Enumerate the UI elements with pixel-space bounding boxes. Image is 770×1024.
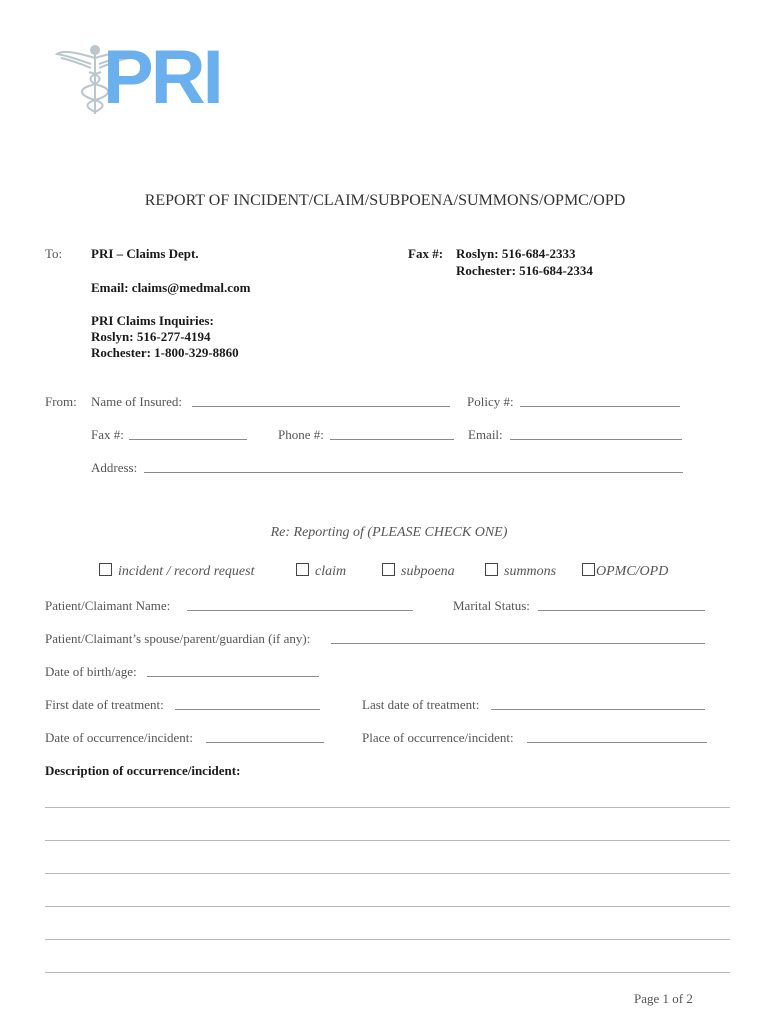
email-field[interactable] <box>510 439 682 440</box>
marital-label: Marital Status: <box>453 598 530 613</box>
fax-field[interactable] <box>129 439 247 440</box>
option-claim[interactable] <box>296 563 346 580</box>
inquiries-roslyn: Roslyn: 516-277-4194 <box>91 329 211 344</box>
claim-checkbox[interactable] <box>296 563 309 576</box>
option-opmc[interactable] <box>582 563 668 580</box>
spouse-field[interactable] <box>331 643 705 644</box>
place-occurrence-field[interactable] <box>527 742 707 743</box>
dob-label: Date of birth/age: <box>45 664 137 679</box>
patient-name-field[interactable] <box>187 610 413 611</box>
option-incident[interactable] <box>99 563 254 580</box>
fax-label: Fax #: <box>408 246 444 261</box>
phone-label: Phone #: <box>278 427 324 442</box>
option-summons-label: summons <box>504 564 557 579</box>
description-line[interactable] <box>45 873 730 874</box>
marital-field[interactable] <box>538 610 705 611</box>
fax-roslyn: Roslyn: 516-684-2333 <box>456 246 576 261</box>
description-line[interactable] <box>45 939 730 940</box>
inquiries-title: PRI Claims Inquiries: <box>91 313 214 328</box>
claims-email: Email: claims@medmal.com <box>91 280 251 295</box>
name-insured-label: Name of Insured: <box>91 394 182 409</box>
description-line[interactable] <box>45 807 730 808</box>
inquiries-rochester: Rochester: 1-800-329-8860 <box>91 345 239 360</box>
logo-text: PRI <box>103 35 221 120</box>
subpoena-checkbox[interactable] <box>382 563 395 576</box>
page-title: REPORT OF INCIDENT/CLAIM/SUBPOENA/SUMMONS/OPMC/OPD <box>144 192 626 209</box>
dob-field[interactable] <box>147 676 319 677</box>
option-incident-label: incident / record request <box>118 564 255 579</box>
summons-checkbox[interactable] <box>485 563 498 576</box>
option-opmc-label: OPMC/OPD <box>596 564 669 579</box>
first-treatment-label: First date of treatment: <box>45 697 164 712</box>
policy-label: Policy #: <box>467 394 514 409</box>
option-subpoena-label: subpoena <box>401 564 455 579</box>
option-claim-label: claim <box>315 564 347 579</box>
fax-from-label: Fax #: <box>91 427 124 442</box>
option-subpoena[interactable] <box>382 563 455 580</box>
place-occurrence-label: Place of occurrence/incident: <box>362 730 514 745</box>
to-label: To: <box>45 246 63 261</box>
address-field[interactable] <box>144 472 683 473</box>
description-line[interactable] <box>45 840 730 841</box>
date-occurrence-field[interactable] <box>206 742 324 743</box>
fax-rochester: Rochester: 516-684-2334 <box>456 263 593 278</box>
name-insured-field[interactable] <box>192 406 450 407</box>
logo <box>55 35 225 120</box>
email-from-label: Email: <box>468 427 503 442</box>
option-summons[interactable] <box>485 563 556 580</box>
to-dept: PRI – Claims Dept. <box>91 246 199 261</box>
page-number: Page 1 of 2 <box>634 991 693 1006</box>
policy-field[interactable] <box>520 406 680 407</box>
last-treatment-field[interactable] <box>491 709 705 710</box>
from-label: From: <box>45 394 77 409</box>
address-label: Address: <box>91 460 138 475</box>
description-line[interactable] <box>45 906 730 907</box>
patient-name-label: Patient/Claimant Name: <box>45 598 171 613</box>
phone-field[interactable] <box>330 439 454 440</box>
last-treatment-label: Last date of treatment: <box>362 697 480 712</box>
date-occurrence-label: Date of occurrence/incident: <box>45 730 193 745</box>
opmc-checkbox[interactable] <box>582 563 595 576</box>
incident-checkbox[interactable] <box>99 563 112 576</box>
description-label: Description of occurrence/incident: <box>45 763 241 778</box>
reporting-heading: Re: Reporting of (PLEASE CHECK ONE) <box>270 525 508 540</box>
description-line[interactable] <box>45 972 730 973</box>
first-treatment-field[interactable] <box>175 709 320 710</box>
spouse-label: Patient/Claimant’s spouse/parent/guardian (if any): <box>45 631 311 646</box>
